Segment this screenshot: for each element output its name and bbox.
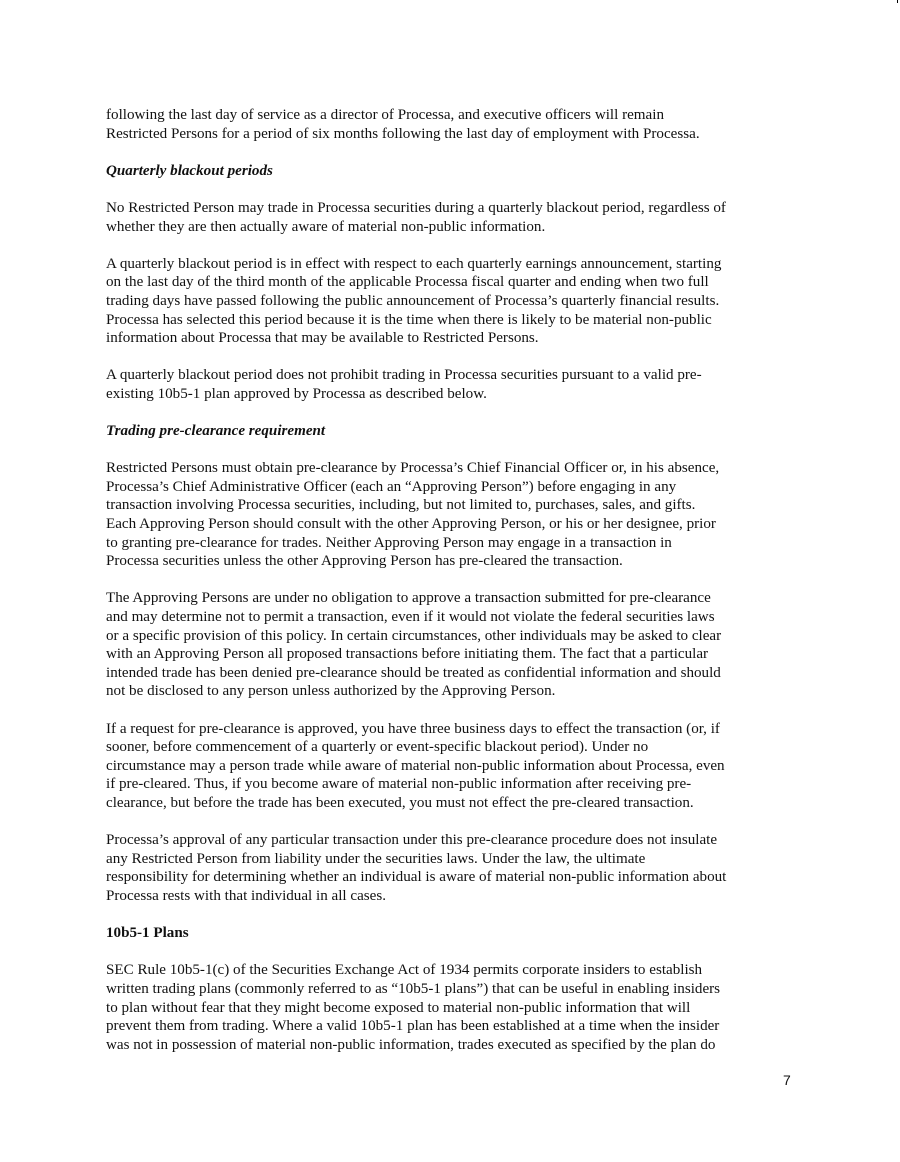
text-line: Processa’s Chief Administrative Officer (each an “Approving Person”) before engaging in any xyxy=(106,478,677,495)
intro-paragraph xyxy=(106,106,796,143)
text-line: SEC Rule 10b5-1(c) of the Securities Exchange Act of 1934 permits corporate insiders to establish xyxy=(106,962,703,979)
text-line: following the last day of service as a director of Processa, and executive officers will remain xyxy=(106,107,664,123)
text-line: if pre-cleared. Thus, if you become aware of material non-public information after receiving pre- xyxy=(106,776,692,793)
text-line: to granting pre-clearance for trades. Neither Approving Person may engage in a transaction in xyxy=(106,534,672,551)
text-line: A quarterly blackout period is in effect with respect to each quarterly earnings announcement, starting xyxy=(106,255,722,272)
text-line: No Restricted Person may trade in Processa securities during a quarterly blackout period, regardless of xyxy=(106,199,726,216)
text-line: Processa has selected this period because it is the time when there is likely to be material non-public xyxy=(106,311,712,328)
text-line: information about Processa that may be available to Restricted Persons. xyxy=(106,330,539,347)
page-number: 7 xyxy=(783,1072,791,1088)
text-line: Processa’s approval of any particular transaction under this pre-clearance procedure does not insulate xyxy=(106,832,718,849)
text-line: sooner, before commencement of a quarterly or event-specific blackout period). Under no xyxy=(106,739,649,756)
text-line: trading days have passed following the public announcement of Processa’s quarterly financial results. xyxy=(106,292,720,309)
paragraph xyxy=(106,459,796,571)
text-line: Each Approving Person should consult with the other Approving Person, or his or her designee, prior xyxy=(106,516,716,533)
text-line: written trading plans (commonly referred to as “10b5-1 plans”) that can be useful in enabling insiders xyxy=(106,980,721,997)
text-line: Restricted Persons for a period of six months following the last day of employment with Processa. xyxy=(106,125,700,142)
paragraph xyxy=(106,589,796,701)
paragraph xyxy=(106,831,796,905)
paragraph xyxy=(106,199,796,236)
text-line: Restricted Persons must obtain pre-clearance by Processa’s Chief Financial Officer or, in his absence, xyxy=(106,460,720,477)
paragraph xyxy=(106,720,796,813)
text-line: The Approving Persons are under no obligation to approve a transaction submitted for pre-clearance xyxy=(106,590,711,607)
document-body xyxy=(106,106,796,1073)
section-heading-10b5-1-plans: 10b5-1 Plans xyxy=(106,925,189,942)
text-line: transaction involving Processa securities, including, but not limited to, purchases, sales, and gifts. xyxy=(106,497,696,514)
text-line: existing 10b5-1 plan approved by Processa as described below. xyxy=(106,385,487,402)
text-line: responsibility for determining whether an individual is aware of material non-public information about xyxy=(106,869,727,886)
paragraph xyxy=(106,255,796,348)
text-line: A quarterly blackout period does not prohibit trading in Processa securities pursuant to a valid pre- xyxy=(106,367,702,384)
text-line: any Restricted Person from liability under the securities laws. Under the law, the ultimate xyxy=(106,850,646,867)
corner-mark xyxy=(897,0,898,3)
text-line: with an Approving Person all proposed transactions before initiating them. The fact that a particular xyxy=(106,646,709,663)
text-line: whether they are then actually aware of material non-public information. xyxy=(106,218,546,235)
text-line: was not in possession of material non-public information, trades executed as specified by the plan do xyxy=(106,1036,716,1053)
section-heading-quarterly-blackout: Quarterly blackout periods xyxy=(106,162,273,179)
text-line: to plan without fear that they might become exposed to material non-public information that will xyxy=(106,999,691,1016)
text-line: on the last day of the third month of the applicable Processa fiscal quarter and ending when two full xyxy=(106,274,709,291)
section-heading-preclearance: Trading pre-clearance requirement xyxy=(106,423,326,440)
paragraph xyxy=(106,961,796,1054)
paragraph xyxy=(106,366,796,403)
text-line: circumstance may a person trade while aware of material non-public information about Processa, even xyxy=(106,757,725,774)
text-line: intended trade has been denied pre-clearance should be treated as confidential information and should xyxy=(106,664,721,681)
text-line: If a request for pre-clearance is approved, you have three business days to effect the transaction (or, if xyxy=(106,720,720,737)
text-line: prevent them from trading. Where a valid 10b5-1 plan has been established at a time when the insider xyxy=(106,1018,720,1035)
text-line: Processa securities unless the other Approving Person has pre-cleared the transaction. xyxy=(106,553,623,570)
text-line: or a specific provision of this policy. In certain circumstances, other individuals may be asked to clear xyxy=(106,627,722,644)
text-line: clearance, but before the trade has been executed, you must not effect the pre-cleared transaction. xyxy=(106,794,694,811)
text-line: Processa rests with that individual in all cases. xyxy=(106,887,387,904)
text-line: not be disclosed to any person unless authorized by the Approving Person. xyxy=(106,683,556,700)
text-line: and may determine not to permit a transaction, even if it would not violate the federal securities laws xyxy=(106,609,715,626)
